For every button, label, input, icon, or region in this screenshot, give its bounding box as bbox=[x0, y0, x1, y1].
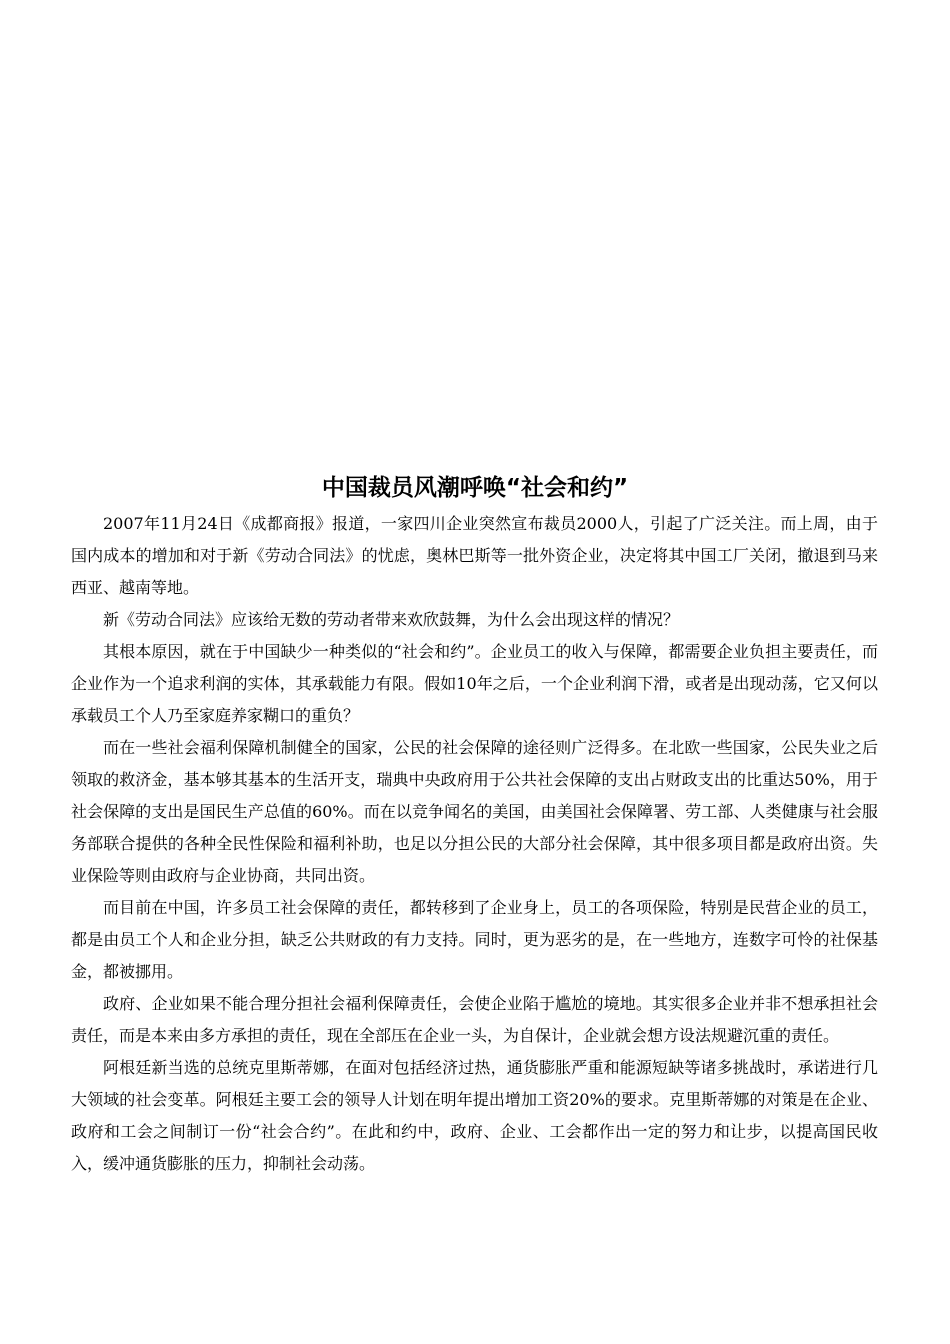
paragraph: 政府、企业如果不能合理分担社会福利保障责任，会使企业陷于尴尬的境地。其实很多企业并非不想承担社会责任，而是本来由多方承担的责任，现在全部压在企业一头，为自保计，企业就会想方设法规避沉重的责任。 bbox=[71, 994, 878, 1045]
paragraph: 阿根廷新当选的总统克里斯蒂娜，在面对包括经济过热，通货膨胀严重和能源短缺等诸多挑战时，承诺进行几大领域的社会变革。阿根廷主要工会的领导人计划在明年提出增加工资20%的要求。克里斯蒂娜的对策是在企业、政府和工会之间制订一份“社会合约”。在此和约中，政府、企业、工会都作出一定的努力和让步，以提高国民收入，缓冲通货膨胀的压力，抑制社会动荡。 bbox=[71, 1058, 878, 1173]
paragraph: 而在一些社会福利保障机制健全的国家，公民的社会保障的途径则广泛得多。在北欧一些国家，公民失业之后领取的救济金，基本够其基本的生活开支，瑞典中央政府用于公共社会保障的支出占财政支出的比重达50%，用于社会保障的支出是国民生产总值的60%。而在以竞争闻名的美国，由美国社会保障署、劳工部、人类健康与社会服务部联合提供的各种全民性保险和福利补助，也足以分担公民的大部分社会保障，其中很多项目都是政府出资。失业保险等则由政府与企业协商，共同出资。 bbox=[71, 738, 878, 885]
paragraph: 而目前在中国，许多员工社会保障的责任，都转移到了企业身上，员工的各项保险，特别是民营企业的员工，都是由员工个人和企业分担，缺乏公共财政的有力支持。同时，更为恶劣的是，在一些地方，连数字可怜的社保基金，都被挪用。 bbox=[71, 898, 878, 981]
paragraph: 新《劳动合同法》应该给无数的劳动者带来欢欣鼓舞，为什么会出现这样的情况？ bbox=[103, 610, 680, 629]
paragraph: 2007年11月24日《成都商报》报道，一家四川企业突然宣布裁员2000人，引起了广泛关注。而上周，由于国内成本的增加和对于新《劳动合同法》的忧虑，奥林巴斯等一批外资企业，决定将其中国工厂关闭，撤退到马来西亚、越南等地。 bbox=[71, 514, 878, 597]
document-body bbox=[71, 508, 878, 1180]
document-title: 中国裁员风潮呼唤“社会和约” bbox=[321, 475, 629, 501]
paragraph: 其根本原因，就在于中国缺少一种类似的“社会和约”。企业员工的收入与保障，都需要企业负担主要责任，而企业作为一个追求利润的实体，其承载能力有限。假如10年之后，一个企业利润下滑，或者是出现动荡，它又何以承载员工个人乃至家庭养家糊口的重负？ bbox=[71, 642, 878, 725]
